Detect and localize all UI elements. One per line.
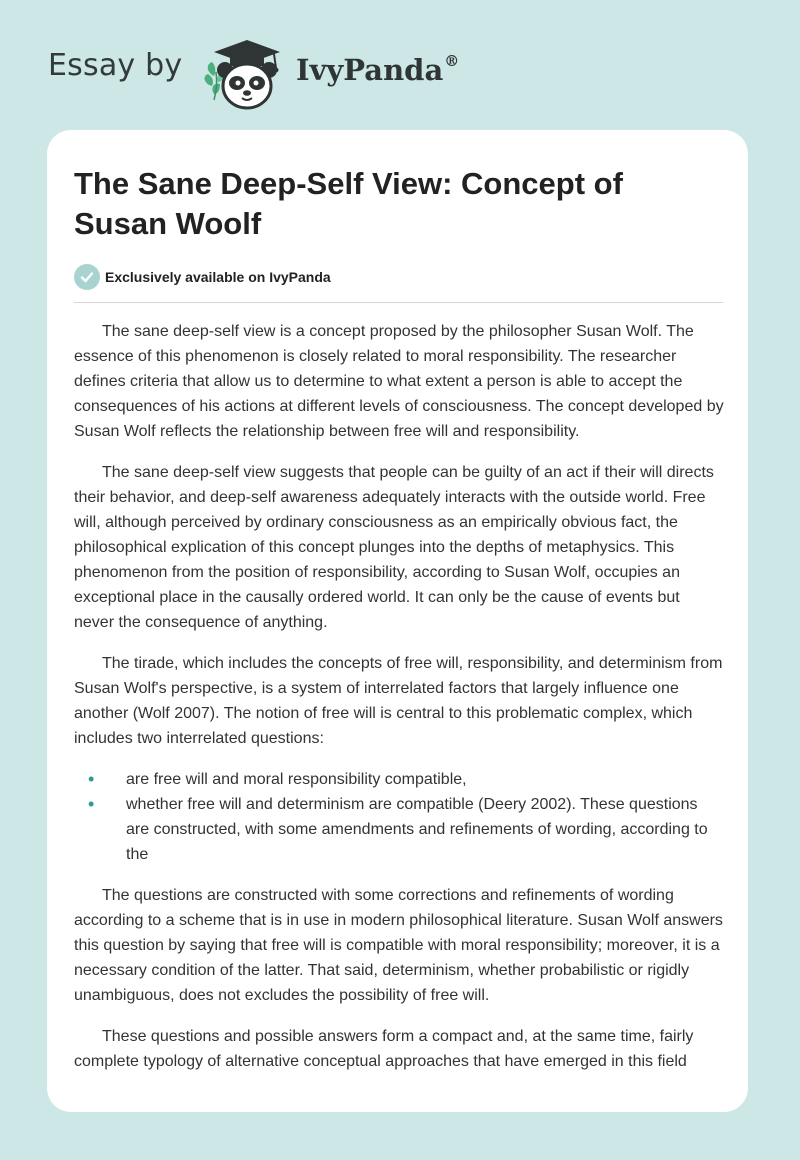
paragraph: The questions are constructed with some corrections and refinements of wording according to a scheme that is in use in modern philosophical literature. Susan Wolf answers this question by saying that free will is compatible with moral responsibility; moreover, it is a necessary condition of the latter. That said, determinism, whether probabilistic or rigidly unambiguous, does not excludes the possibility of free will. — [74, 887, 723, 1004]
list-item — [74, 792, 724, 867]
paragraph: The sane deep-self view suggests that people can be guilty of an act if their will directs their behavior, and deep-self awareness adequately interacts with the outside world. Free will, although perceived by ordinary consciousness as an empirically obvious fact, the philosophical explication of this concept plunges into the depths of metaphysics. This phenomenon from the position of responsibility, according to Susan Wolf, occupies an exceptional place in the causally ordered world. It can only be the cause of events but never the consequence of anything. — [74, 464, 714, 631]
paragraph: These questions and possible answers form a compact and, at the same time, fairly complete typology of alternative conceptual approaches that have emerged in this field — [74, 1028, 694, 1070]
exclusive-badge-label: Exclusively available on IvyPanda — [105, 269, 331, 285]
bullet-icon: • — [88, 794, 95, 814]
bullet-icon: • — [88, 769, 95, 789]
essay-by-label: Essay by — [48, 48, 183, 83]
list-item-text: whether free will and determinism are compatible (Deery 2002). These questions are constructed, with some amendments and refinements of wording, according to the — [126, 796, 708, 863]
check-circle-icon — [74, 264, 100, 290]
divider — [74, 302, 723, 303]
page-title: The Sane Deep-Self View: Concept of Susan Woolf — [74, 166, 623, 241]
exclusive-badge — [74, 264, 331, 290]
paragraph: The sane deep-self view is a concept proposed by the philosopher Susan Wolf. The essence of this phenomenon is closely related to moral responsibility. The researcher defines criteria that allow us to determine to what extent a person is able to accept the consequences of his actions at different levels of consciousness. The concept developed by Susan Wolf reflects the relationship between free will and responsibility. — [74, 323, 724, 440]
panda-graduate-icon[interactable] — [202, 36, 292, 112]
essay-card — [47, 130, 748, 1112]
site-header — [0, 0, 800, 120]
paragraph: The tirade, which includes the concepts of free will, responsibility, and determinism from Susan Wolf's perspective, is a system of interrelated factors that largely influence one another (Wolf 2007). The notion of free will is central to this problematic complex, which includes two interrelated questions: — [74, 655, 723, 747]
brand-name[interactable]: IvyPanda® — [296, 52, 460, 87]
list-item — [74, 767, 724, 792]
essay-body — [74, 319, 724, 1090]
list-item-text: are free will and moral responsibility compatible, — [126, 771, 467, 788]
question-list — [74, 767, 724, 867]
registered-mark: ® — [444, 52, 460, 70]
